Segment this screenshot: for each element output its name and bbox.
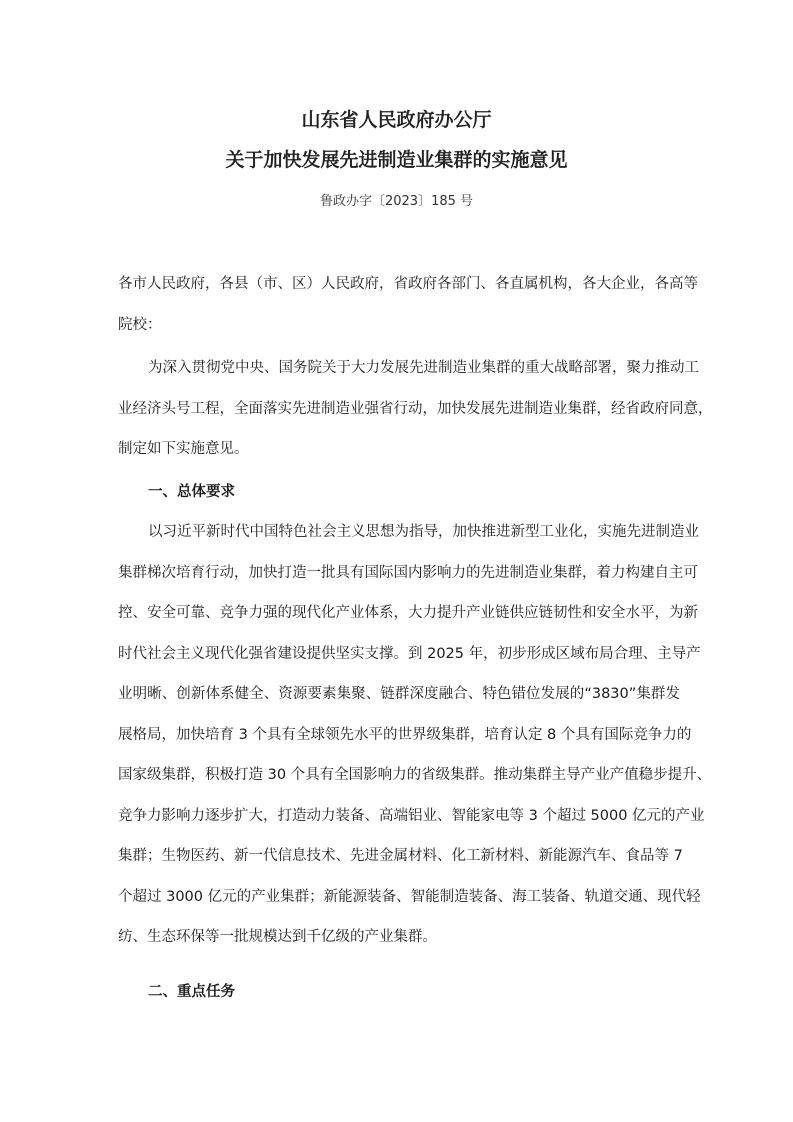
document-title: 关于加快发展先进制造业集群的实施意见	[225, 149, 568, 171]
section-heading-1	[118, 472, 680, 513]
paragraph-line: 竞争力影响力逐步扩大，打造动力装备、高端铝业、智能家电等 3 个超过 5000 亿元的产业	[118, 807, 705, 824]
issuer-title: 山东省人民政府办公厅	[301, 109, 492, 131]
paragraph-line: 业明晰、创新体系健全、资源要素集聚、链群深度融合、特色错位发展的“3830”集群发	[118, 686, 680, 702]
paragraph-line: 集群；生物医药、新一代信息技术、先进金属材料、化工新材料、新能源汽车、食品等 7	[118, 848, 683, 864]
paragraph-line: 纺、生态环保等一批规模达到千亿级的产业集群。	[118, 929, 437, 945]
paragraph-line: 制定如下实施意见。	[118, 441, 249, 457]
paragraph-line: 展格局，加快培育 3 个具有全球领先水平的世界级集群，培育认定 8 个具有国际竞争力的	[118, 726, 692, 743]
salutation-line: 院校：	[118, 316, 162, 333]
paragraph-line: 时代社会主义现代化强省建设提供坚实支撑。到 2025 年，初步形成区域布局合理、主导产	[118, 645, 701, 662]
intro-paragraph	[118, 348, 713, 470]
paragraph-line: 国家级集群，积极打造 30 个具有全国影响力的省级集群。推动集群主导产业产值稳步提升、	[118, 767, 712, 783]
section-heading-2	[118, 972, 680, 1013]
section-heading: 一、总体要求	[148, 484, 235, 500]
paragraph-line: 集群梯次培育行动，加快打造一批具有国际国内影响力的先进制造业集群，着力构建自主可	[118, 564, 698, 581]
paragraph-line: 个超过 3000 亿元的产业集群；新能源装备、智能制造装备、海工装备、轨道交通、现代轻	[118, 888, 701, 905]
section-heading: 二、重点任务	[148, 984, 235, 1000]
salutation	[118, 264, 698, 345]
section1-paragraph	[118, 512, 712, 958]
paragraph-line: 业经济头号工程，全面落实先进制造业强省行动，加快发展先进制造业集群，经省政府同意，	[118, 400, 713, 417]
document-number: 鲁政办字〔2023〕185 号	[319, 194, 474, 209]
paragraph-line: 为深入贯彻党中央、国务院关于大力发展先进制造业集群的重大战略部署，聚力推动工	[148, 360, 699, 376]
paragraph-line: 控、安全可靠、竞争力强的现代化产业体系，大力提升产业链供应链韧性和安全水平，为新	[118, 605, 698, 621]
salutation-line: 各市人民政府，各县（市、区）人民政府，省政府各部门、各直属机构，各大企业，各高等	[118, 276, 698, 292]
paragraph-line: 以习近平新时代中国特色社会主义思想为指导，加快推进新型工业化，实施先进制造业	[148, 524, 699, 540]
